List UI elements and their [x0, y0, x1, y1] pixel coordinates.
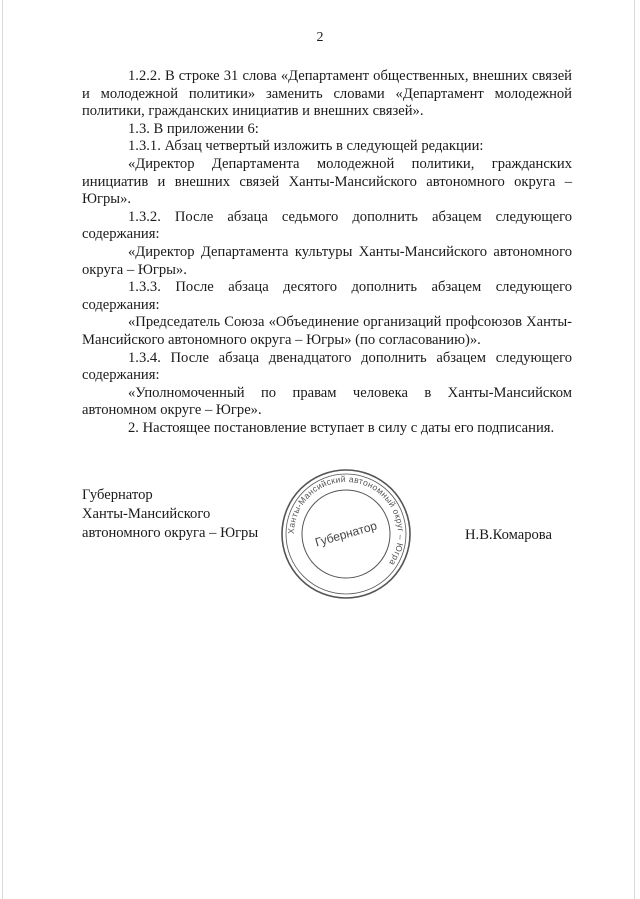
page-number: 2 [316, 30, 324, 45]
paragraph-1-3-1: 1.3.1. Абзац четвертый изложить в следующей редакции: [128, 138, 484, 155]
signature-title-line: Ханты-Мансийского [82, 506, 211, 522]
paragraph-1-2-2: 1.2.2. В строке 31 слова «Департамент общественных, внешних связей и молодежной политики» заменить словами «Департамент молодежной политики, гражданских инициатив и внешних связей». [82, 68, 572, 120]
paragraph-1-3-4: 1.3.4. После абзаца двенадцатого дополнить абзацем следующего содержания: [82, 349, 572, 384]
paragraph-1-3-2: 1.3.2. После абзаца седьмого дополнить абзацем следующего содержания: [82, 208, 572, 243]
right-scan-edge [634, 0, 635, 899]
signature-title [82, 486, 258, 543]
paragraph-1-3: 1.3. В приложении 6: [128, 120, 259, 137]
official-seal-stamp [278, 466, 414, 602]
quote-culture-director: «Директор Департамента культуры Ханты-Мансийского автономного округа – Югры». [82, 243, 572, 278]
quote-youth-policy-director: «Директор Департамента молодежной политики, гражданских инициатив и внешних связей Ханты-Мансийского автономного округа – Югры». [82, 155, 572, 208]
signature-title-line: автономного округа – Югры [82, 525, 259, 541]
seal-center-text: Губернатор [313, 518, 379, 550]
document-body [82, 68, 572, 437]
seal-ring-text: Ханты-Мансийский автономный округ – Югра [285, 473, 407, 568]
quote-ombudsman: «Уполномоченный по правам человека в Ханты-Мансийском автономном округе – Югре». [82, 384, 572, 419]
signer-name: Н.В.Комарова [465, 527, 552, 543]
left-scan-edge [2, 0, 3, 899]
signature-title-line: Губернатор [82, 487, 153, 503]
paragraph-1-3-3: 1.3.3. После абзаца десятого дополнить абзацем следующего содержания: [82, 279, 572, 313]
quote-trade-union-chairman: «Председатель Союза «Объединение организаций профсоюзов Ханты-Мансийского автономного округа – Югры» (по согласованию)». [82, 314, 572, 348]
paragraph-2-effective-date: 2. Настоящее постановление вступает в силу с даты его подписания. [128, 419, 555, 436]
